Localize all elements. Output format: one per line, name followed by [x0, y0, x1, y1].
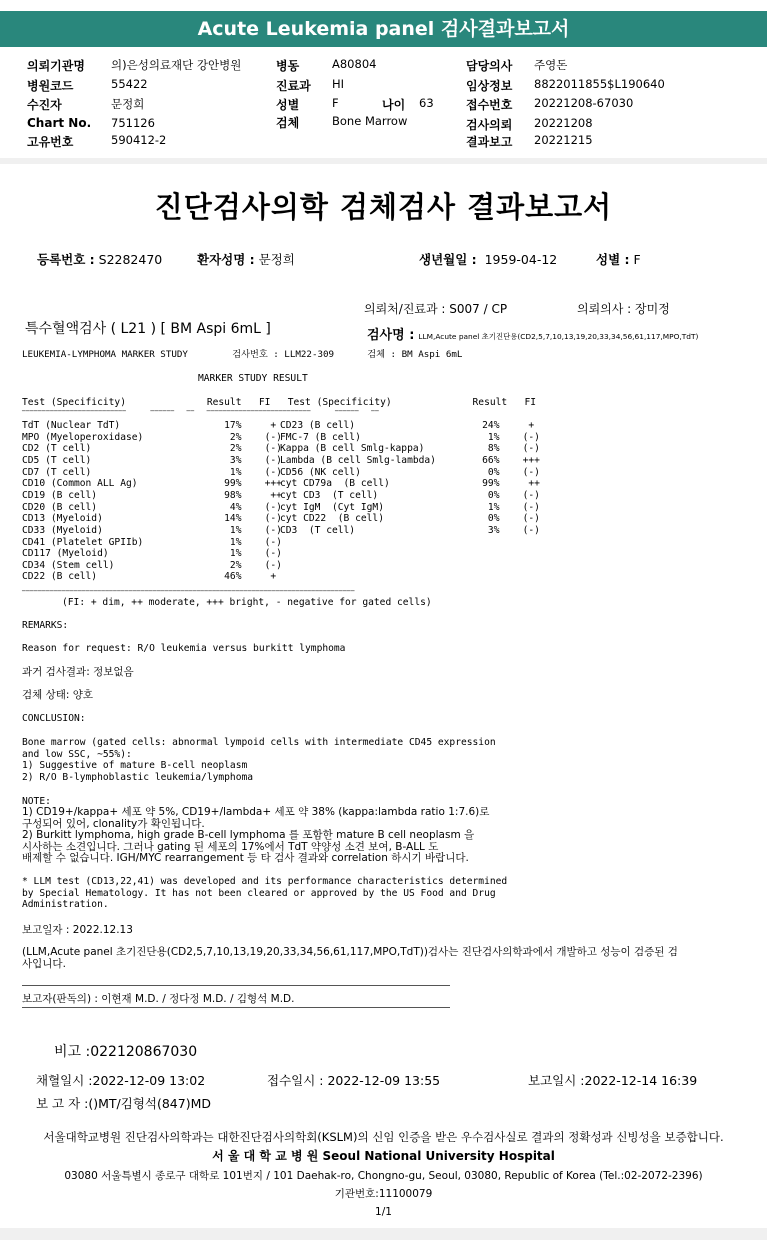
header-value: 8822011855$L190640	[534, 77, 665, 91]
table-row: CD117 (Myeloid) 1% (-)	[22, 548, 282, 560]
table-row: CD10 (Common ALL Ag) 99% +++	[22, 478, 282, 490]
exam-name: 검사명 : LLM,Acute panel 초기진단용(CD2,5,7,10,13,19,20,33,34,56,61,117,MPO,TdT)	[367, 328, 699, 343]
header-label: 검사의뢰	[466, 118, 513, 132]
table-row: CD41 (Platelet GPIIb) 1% (-)	[22, 536, 282, 548]
note-label: NOTE:	[22, 796, 51, 807]
age-value: 63	[419, 96, 434, 110]
llm-line: Administration.	[22, 899, 109, 911]
report-date: 보고일자 : 2022.12.13	[22, 924, 133, 936]
table-header-underline: ────────────────────────── ────── ── ────────────────────────── ────── ──	[22, 408, 380, 415]
table-row: CD22 (B cell) 46% +	[22, 571, 277, 583]
specimen-title: 특수혈액검사 ( L21 ) [ BM Aspi 6mL ]	[25, 321, 271, 337]
request-department: 의뢰처/진료과 : S007 / CP	[364, 302, 508, 316]
specimen-state: 검체 상태: 양호	[22, 689, 94, 701]
note-line: 2) Burkitt lymphoma, high grade B-cell lymphoma 를 포함한 mature B cell neoplasm 을	[22, 829, 475, 842]
registration-number: 등록번호 : S2282470	[37, 252, 163, 267]
report-title: 진단검사의학 검체검사 결과보고서	[154, 190, 613, 224]
header-label: 결과보고	[466, 135, 513, 149]
header-value: Bone Marrow	[332, 114, 408, 128]
header-value: 20221208-67030	[534, 96, 634, 110]
page-bottom-bar	[0, 1228, 767, 1240]
org-code: 기관번호:11100079	[334, 1188, 433, 1200]
birth-date: 생년월일 : 1959-04-12	[419, 252, 558, 267]
header-label: 병동	[276, 59, 300, 73]
table-row: CD34 (Stem cell) 2% (-)	[22, 559, 282, 571]
table-row: CD33 (Myeloid) 1% (-)	[22, 524, 282, 536]
fi-legend: (FI: + dim, ++ moderate, +++ bright, - negative for gated cells)	[62, 597, 432, 608]
past-results: 과거 검사결과: 정보없음	[22, 666, 134, 678]
reporter-rule-bottom	[22, 1007, 450, 1008]
table-row: cyt CD79a (B cell) 99% ++	[280, 478, 540, 490]
table-row: CD2 (T cell) 2% (-)	[22, 443, 282, 455]
header-value: 55422	[111, 77, 148, 91]
table-header: Test (Specificity) Result FI Test (Specificity) Result FI	[22, 397, 537, 408]
section-separator	[0, 158, 767, 164]
table-row: Lambda (B cell Smlg-lambda) 66% +++	[280, 454, 540, 466]
table-bottom-rule: ────────────────────────────────────────────────────────────────────────────────────	[22, 588, 355, 595]
table-row: CD7 (T cell) 1% (-)	[22, 466, 282, 478]
note-line: 시사하는 소견입니다. 그러나 gating 된 세포의 17%에서 TdT 약양성 소견 보여, B-ALL 도	[22, 840, 439, 853]
conclusion-line: Bone marrow (gated cells: abnormal lympoid cells with intermediate CD45 expression	[22, 737, 496, 748]
header-value: HI	[332, 77, 345, 91]
age-label: 나이	[382, 98, 406, 112]
header-label: 진료과	[276, 79, 311, 93]
disclaimer-line: 사입니다.	[22, 958, 66, 970]
header-value: 문정희	[111, 97, 145, 111]
header-value: 590412-2	[111, 133, 167, 147]
received-time: 접수일시 : 2022-12-09 13:55	[267, 1073, 441, 1088]
conclusion-line: and low SSC, ~55%):	[22, 748, 132, 760]
table-row: FMC-7 (B cell) 1% (-)	[280, 431, 540, 443]
remarks-label: REMARKS:	[22, 620, 69, 631]
header-label: 검체	[276, 116, 300, 130]
table-row: CD19 (B cell) 98% ++	[22, 489, 282, 501]
conclusion-line: 2) R/O B-lymphoblastic leukemia/lymphoma	[22, 771, 254, 783]
header-label: 의뢰기관명	[27, 59, 85, 73]
header-value: A80804	[332, 57, 377, 71]
conclusion-label: CONCLUSION:	[22, 713, 86, 724]
collected-time: 채혈일시 :2022-12-09 13:02	[36, 1073, 206, 1088]
table-row: CD13 (Myeloid) 14% (-)	[22, 513, 282, 525]
result-heading: MARKER STUDY RESULT	[198, 373, 308, 384]
reporter: 보 고 자 :()MT/김형석(847)MD	[36, 1096, 211, 1111]
header-value: 20221215	[534, 133, 593, 147]
report-banner: Acute Leukemia panel 검사결과보고서	[0, 11, 767, 47]
hospital-name: 서 울 대 학 교 병 원 Seoul National University Hospital	[212, 1149, 555, 1163]
table-row: cyt IgM (Cyt IgM) 1% (-)	[280, 501, 540, 513]
header-label: 담당의사	[466, 59, 513, 73]
llm-line: by Special Hematology. It has not been cleared or approved by the US Food and Drug	[22, 887, 496, 899]
header-label: 접수번호	[466, 98, 513, 112]
table-row: cyt CD3 (T cell) 0% (-)	[280, 489, 540, 501]
table-row: CD3 (T cell) 3% (-)	[280, 524, 540, 536]
disclaimer-line: (LLM,Acute panel 초기진단용(CD2,5,7,10,13,19,20,33,34,56,61,117,MPO,TdT))검사는 진단검사의학과에서 개발하고 성능이 검증된 검	[22, 946, 678, 958]
header-value: 주영돈	[534, 58, 568, 72]
note-line: 구성되어 있어, clonality가 확인됩니다.	[22, 817, 205, 830]
table-row: CD23 (B cell) 24% +	[280, 420, 535, 431]
header-value: 의)은성의료재단 강안병원	[111, 58, 242, 72]
bigo: 비고 :022120867030	[54, 1044, 198, 1060]
header-value: 751126	[111, 116, 155, 130]
reporter-rule-top	[22, 985, 450, 986]
header-label: 고유번호	[27, 135, 74, 149]
header-label: 성별	[276, 98, 300, 112]
header-label: 임상정보	[466, 79, 513, 93]
header-label: 수진자	[27, 98, 62, 112]
study-line: LEUKEMIA-LYMPHOMA MARKER STUDY 검사번호 : LLM22-309 검체 : BM Aspi 6mL	[22, 349, 463, 360]
table-row: TdT (Nuclear TdT) 17% +	[22, 420, 277, 431]
table-row: cyt CD22 (B cell) 0% (-)	[280, 513, 540, 525]
header-label: 병원코드	[27, 79, 74, 93]
llm-line: * LLM test (CD13,22,41) was developed and its performance characteristics determined	[22, 876, 508, 887]
header-label: Chart No.	[27, 116, 92, 130]
table-row: CD5 (T cell) 3% (-)	[22, 454, 282, 466]
table-row: CD56 (NK cell) 0% (-)	[280, 466, 540, 478]
certification-text: 서울대학교병원 진단검사의학과는 대한진단검사의학회(KSLM)의 신임 인증을 받은 우수검사실로 결과의 정확성과 신빙성을 보증합니다.	[43, 1130, 724, 1144]
table-row: CD20 (B cell) 4% (-)	[22, 501, 282, 513]
note-line: 1) CD19+/kappa+ 세포 약 5%, CD19+/lambda+ 세포 약 38% (kappa:lambda ratio 1:7.6)로	[22, 806, 490, 818]
request-doctor: 의뢰의사 : 장미정	[577, 302, 670, 316]
patient-name: 환자성명 : 문정희	[197, 252, 295, 267]
page-number: 1/1	[375, 1206, 392, 1218]
header-value: 20221208	[534, 116, 593, 130]
reporters: 보고자(판독의) : 이현재 M.D. / 정다정 M.D. / 김형석 M.D.	[22, 993, 295, 1005]
request-reason: Reason for request: R/O leukemia versus burkitt lymphoma	[22, 643, 346, 654]
hospital-address: 03080 서울특별시 종로구 대학로 101번지 / 101 Daehak-ro, Chongno-gu, Seoul, 03080, Republic of Korea (Tel.:02-2072-2396)	[64, 1170, 703, 1182]
reported-time: 보고일시 :2022-12-14 16:39	[528, 1073, 698, 1088]
table-row: MPO (Myeloperoxidase) 2% (-)	[22, 431, 282, 443]
note-line: 배제할 수 없습니다. IGH/MYC rearrangement 등 타 검사 결과와 correlation 하시기 바랍니다.	[22, 852, 469, 865]
patient-sex: 성별 : F	[596, 252, 641, 267]
conclusion-line: 1) Suggestive of mature B-cell neoplasm	[22, 760, 248, 772]
header-value: F	[332, 96, 339, 110]
table-row: Kappa (B cell Smlg-kappa) 8% (-)	[280, 443, 540, 455]
